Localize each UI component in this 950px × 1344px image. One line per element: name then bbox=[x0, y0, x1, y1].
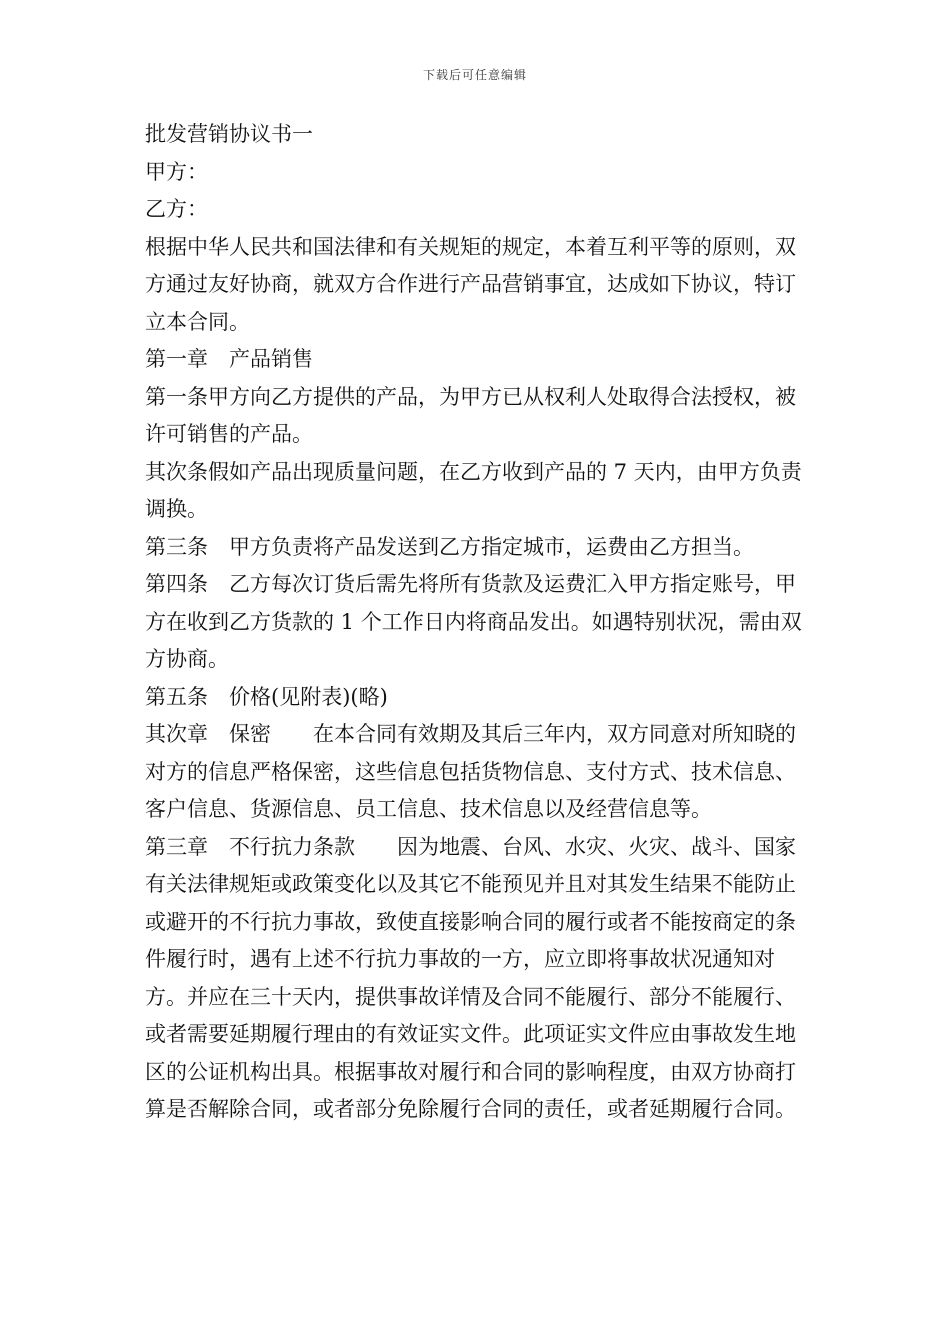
article-1-paragraph: 第一条甲方向乙方提供的产品，为甲方已从权利人处取得合法授权，被许可销售的产品。 bbox=[145, 384, 796, 446]
chapter-1-heading: 第一章 产品销售 bbox=[145, 347, 313, 371]
party-b-line: 乙方： bbox=[145, 197, 208, 221]
article-5-paragraph: 第五条 价格(见附表)(略) bbox=[145, 684, 388, 709]
header-note: 下载后可任意编辑 bbox=[422, 68, 527, 82]
article-3-paragraph: 第三条 甲方负责将产品发送到乙方指定城市，运费由乙方担当。 bbox=[145, 534, 754, 559]
chapter-2-paragraph: 其次章 保密 在本合同有效期及其后三年内，双方同意对所知晓的对方的信息严格保密，这些信息包括货物信息、支付方式、技术信息、客户信息、货源信息、员工信息、技术信息以及经营信息等。 bbox=[145, 722, 796, 821]
article-4-paragraph: 第四条 乙方每次订货后需先将所有货款及运费汇入甲方指定账号，甲方在收到乙方货款的 1 个工作日内将商品发出。如遇特别状况，需由双方协商。 bbox=[145, 572, 802, 671]
document-title: 批发营销协议书一 bbox=[145, 122, 313, 146]
article-2-paragraph: 其次条假如产品出现质量问题，在乙方收到产品的 7 天内，由甲方负责调换。 bbox=[145, 459, 802, 521]
party-a-line: 甲方： bbox=[145, 159, 208, 184]
preamble-paragraph: 根据中华人民共和国法律和有关规矩的规定，本着互利平等的原则，双方通过友好协商，就双方合作进行产品营销事宜，达成如下协议，特订立本合同。 bbox=[145, 234, 796, 334]
chapter-3-paragraph: 第三章 不行抗力条款 因为地震、台风、水灾、火灾、战斗、国家有关法律规矩或政策变化以及其它不能预见并且对其发生结果不能防止或避开的不行抗力事故，致使直接影响合同的履行或者不能按商定的条件履行时，遇有上述不行抗力事故的一方，应立即将事故状况通知对方。并应在三十天内，提供事故详情及合同不能履行、部分不能履行、或者需要延期履行理由的有效证实文件。此项证实文件应由事故发生地区的公证机构出具。根据事故对履行和合同的影响程度，由双方协商打算是否解除合同，或者部分免除履行合同的责任，或者延期履行合同。 bbox=[145, 834, 796, 1121]
document-body bbox=[145, 116, 810, 1129]
